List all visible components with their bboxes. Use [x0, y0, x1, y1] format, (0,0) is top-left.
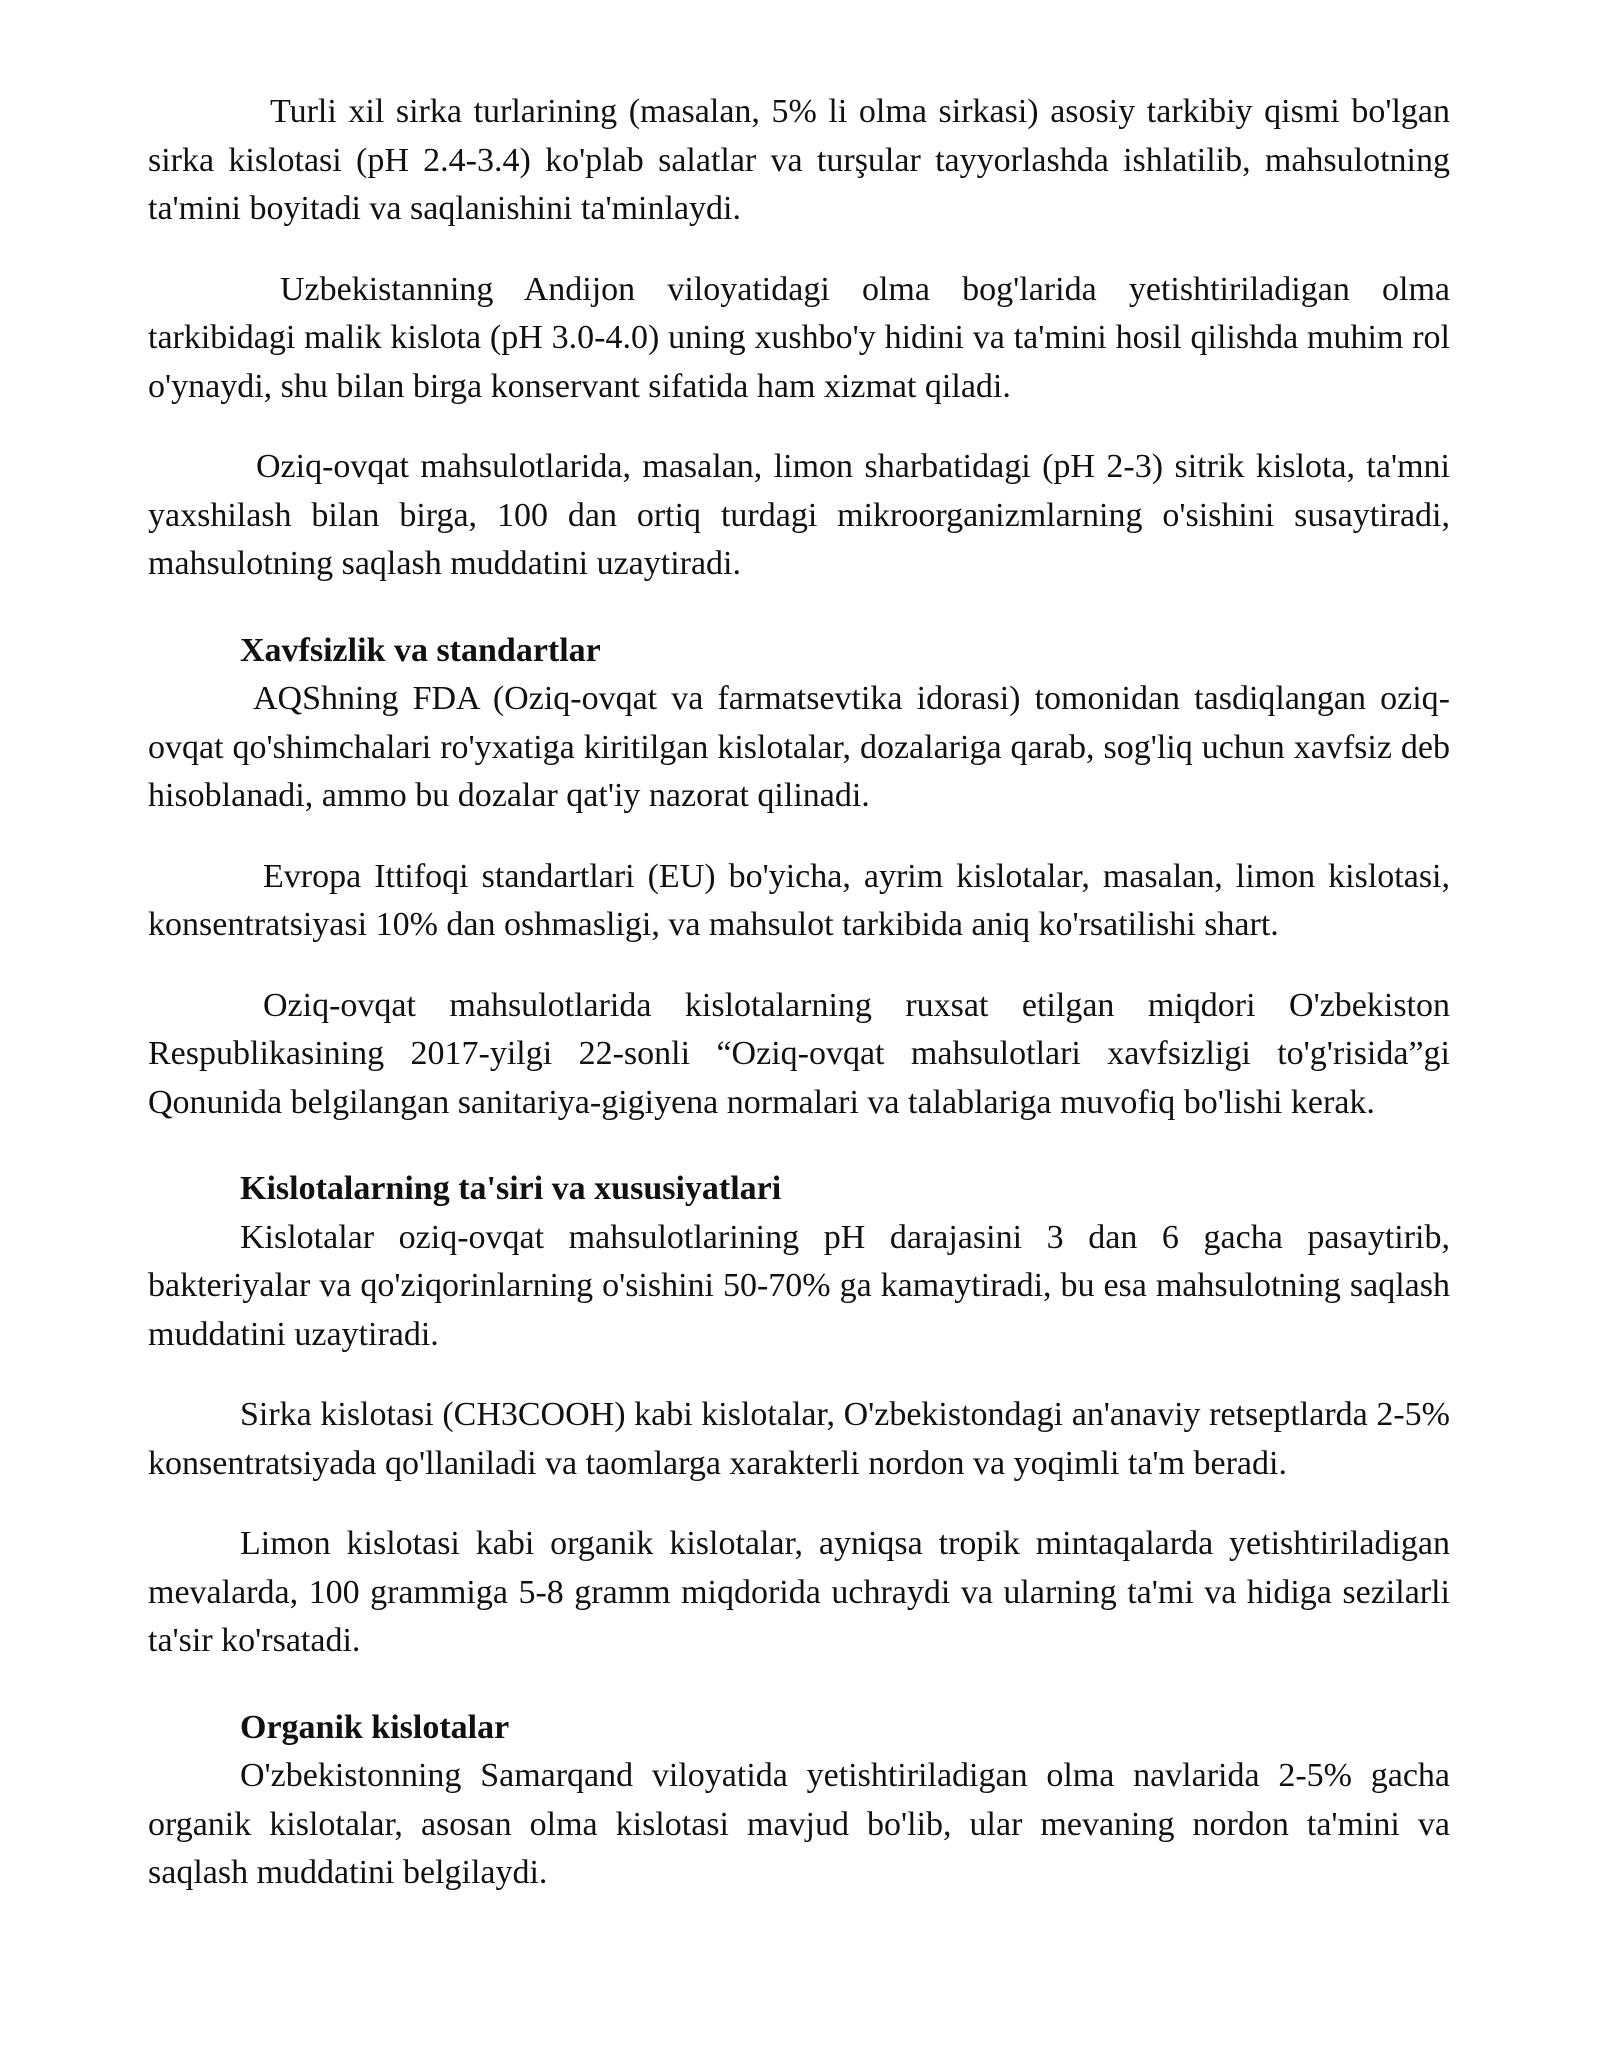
paragraph-citric-acid-fruits: Limon kislotasi kabi organik kislotalar, ayniqsa tropik mintaqalarda yetishtiriladigan mevalarda, 100 grammiga 5-8 gramm miqdorida uchraydi va ularning ta'mi va hidiga sezilarli ta'sir ko'rsatadi. — [148, 1525, 1450, 1659]
paragraph-eu-standards: Evropa Ittifoqi standartlari (EU) bo'yicha, ayrim kislotalar, masalan, limon kislotasi, konsentratsiyasi 10% dan oshmasligi, va mahsulot tarkibida aniq ko'rsatilishi shart. — [148, 857, 1450, 943]
paragraph-ph-reduction: Kislotalar oziq-ovqat mahsulotlarining pH darajasini 3 dan 6 gacha pasaytirib, bakteriyalar va qo'ziqorinlarning o'sishini 50-70% ga kamaytiradi, bu esa mahsulotning saqlash muddatini uzaytiradi. — [148, 1218, 1450, 1353]
paragraph-uzbekistan-law: Oziq-ovqat mahsulotlarida kislotalarning ruxsat etilgan miqdori O'zbekiston Respublikasining 2017-yilgi 22-sonli “Oziq-ovqat mahsulotlari xavfsizligi to'g'risida”gi Qonunida belgilangan sanitariya-gigiyena normalari va talablariga muvofiq bo'lishi kerak. — [148, 986, 1450, 1121]
paragraph-samarkand-apples: O'zbekistonning Samarqand viloyatida yetishtiriladigan olma navlarida 2-5% gacha organik kislotalar, asosan olma kislotasi mavjud bo'lib, ular mevaning nordon ta'mini va saqlash muddatini belgilaydi. — [148, 1757, 1450, 1891]
section-heading-effects: Kislotalarning ta'siri va xususiyatlari — [240, 1170, 782, 1207]
paragraph-citric-acid-lemon: Oziq-ovqat mahsulotlarida, masalan, limon sharbatidagi (pH 2-3) sitrik kislota, ta'mni yaxshilash bilan birga, 100 dan ortiq turdagi mikroorganizmlarning o'sishini susaytiradi, mahsulotning saqlash muddatini uzaytiradi. — [148, 448, 1450, 582]
paragraph-acetic-acid-recipes: Sirka kislotasi (CH3COOH) kabi kislotalar, O'zbekistondagi an'anaviy retseptlarda 2-5% konsentratsiyada qo'llaniladi va taomlarga xarakterli nordon va yoqimli ta'm beradi. — [148, 1396, 1450, 1482]
paragraph-fda-approval: AQShning FDA (Oziq-ovqat va farmatsevtika idorasi) tomonidan tasdiqlangan oziq-ovqat qo'shimchalari ro'yxatiga kiritilgan kislotalar, dozalariga qarab, sog'liq uchun xavfsiz deb hisoblanadi, ammo bu dozalar qat'iy nazorat qilinadi. — [148, 680, 1450, 814]
document-page — [148, 88, 1450, 1930]
paragraph-malic-acid-andijan: Uzbekistanning Andijon viloyatidagi olma bog'larida yetishtiriladigan olma tarkibidagi malik kislota (pH 3.0-4.0) uning xushbo'y hidini va ta'mini hosil qilishda muhim rol o'ynaydi, shu bilan birga konservant sifatida ham xizmat qiladi. — [148, 270, 1450, 405]
section-heading-organic: Organik kislotalar — [240, 1708, 510, 1746]
section-heading-safety: Xavfsizlik va standartlar — [240, 631, 601, 669]
paragraph-vinegar-acetic-acid: Turli xil sirka turlarining (masalan, 5% li olma sirkasi) asosiy tarkibiy qismi bo'lgan sirka kislotasi (pH 2.4-3.4) ko'plab salatlar va turşular tayyorlashda ishlatilib, mahsulotning ta'mini boyitadi va saqlanishini ta'minlaydi. — [148, 93, 1450, 227]
